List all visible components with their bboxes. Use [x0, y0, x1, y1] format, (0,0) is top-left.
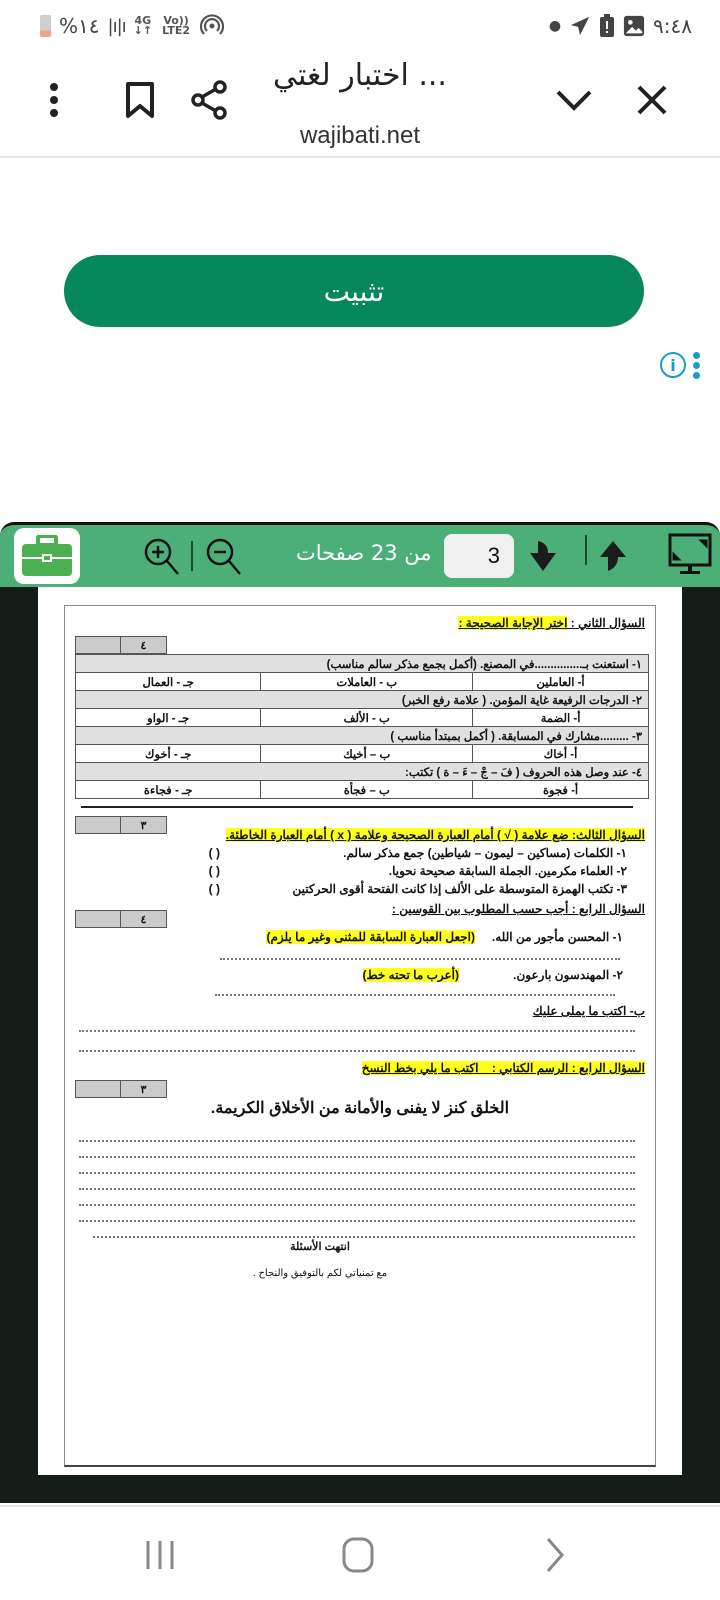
q3-title: السؤال الثالث: ضع علامة ( √ ) أمام العبارة الصحيحة وعلامة ( x ) أمام العبارة الخاطئة. [225, 828, 645, 842]
q2-title: السؤال الثاني : اختر الإجابة الصحيحة : [458, 616, 645, 630]
battery-alert-icon [599, 14, 615, 38]
mcq-question: ١- استعنت بـ...............في المصنع. (أكمل بجمع مذكر سالم مناسب) [76, 655, 649, 673]
status-right [549, 14, 692, 38]
viewer-toolbar [0, 525, 720, 587]
good-luck-message: مع تمنياتي لكم بالتوفيق والنجاح . [252, 1268, 388, 1279]
mcq-option: أ- العاملين [473, 673, 649, 691]
mcq-option: أ- أخاك [473, 745, 649, 763]
install-button[interactable]: تثبيت [64, 255, 644, 327]
toolbar-divider [585, 535, 587, 565]
battery-percent: %١٤ [59, 14, 100, 38]
briefcase-button[interactable] [14, 528, 80, 584]
close-button[interactable] [630, 78, 674, 122]
status-bar [0, 0, 720, 52]
mcq-option: ب - العاملات [261, 673, 473, 691]
mcq-option: جـ - الواو [76, 709, 261, 727]
q5-title: السؤال الرابع : الرسم الكتابي : اكتب ما يلي بخط النسخ [361, 1061, 645, 1075]
zoom-out-button[interactable] [205, 537, 243, 577]
fullscreen-monitor-icon [668, 533, 712, 577]
mcq-question: ٤- عند وصل هذه الحروف ( فَ – جْ – ءَ – ة ) تكتب: [76, 763, 649, 781]
home-icon [338, 1535, 378, 1575]
volte-indicator: Vo)) LTE2 [162, 14, 191, 37]
page-count-label: من 23 صفحات [296, 541, 432, 565]
recent-apps-icon [140, 1535, 180, 1575]
bookmark-button[interactable] [118, 78, 162, 122]
q4-item-2-instruction: (أعرب ما تحته خط) [362, 968, 459, 982]
status-left [40, 14, 224, 38]
mcq-table [75, 654, 649, 799]
telegram-icon [569, 15, 591, 37]
score-box: ٤ [75, 910, 167, 928]
mcq-option: ب – أخيك [261, 745, 473, 763]
back-button[interactable] [536, 1535, 576, 1575]
share-icon [190, 80, 230, 120]
answer-line [79, 1188, 635, 1190]
tf-bracket: ( ) [208, 864, 220, 878]
network-type: 4G ↓↑ [133, 14, 153, 37]
exam-page [64, 605, 656, 1467]
mcq-option: جـ - أخوك [76, 745, 261, 763]
home-button[interactable] [338, 1535, 378, 1575]
dictation-title: ب- اكتب ما يملى عليك [532, 1004, 645, 1018]
hotspot-icon [200, 14, 224, 38]
ad-info-icon[interactable]: i [660, 352, 686, 378]
answer-line [215, 994, 615, 996]
clock: ٩:٤٨ [653, 14, 692, 38]
ad-menu-icon[interactable] [693, 352, 701, 382]
score-box: ٤ [75, 636, 167, 654]
document-page [38, 587, 682, 1475]
share-button[interactable] [188, 78, 232, 122]
answer-line [79, 1172, 635, 1174]
gallery-icon [623, 15, 645, 37]
close-icon [636, 84, 668, 116]
page-title: اختبار لغتي ... [273, 58, 447, 93]
answer-line [79, 1220, 635, 1222]
score-box: ٣ [75, 816, 167, 834]
tf-bracket: ( ) [208, 846, 220, 860]
arrow-down-icon [528, 539, 558, 573]
mcq-option: جـ - العمال [76, 673, 261, 691]
mcq-option: أ- فجوة [473, 781, 649, 799]
fullscreen-button[interactable] [668, 533, 712, 577]
answer-line [79, 1204, 635, 1206]
battery-icon [40, 15, 51, 37]
answer-line [220, 958, 620, 960]
section-divider [81, 806, 633, 808]
page-number-input[interactable]: 3 [444, 534, 514, 578]
tf-item: ٢- العلماء مكرمين. الجملة السابقة صحيحة نحويا. [388, 864, 627, 878]
tf-item: ٣- تكتب الهمزة المتوسطة على الألف إذا كانت الفتحة أقوى الحركتين [292, 882, 627, 896]
recent-apps-button[interactable] [140, 1535, 180, 1575]
mcq-option: جـ - فجاءة [76, 781, 261, 799]
zoom-in-icon [143, 537, 181, 577]
answer-line [93, 1236, 635, 1238]
back-icon [536, 1535, 576, 1575]
q4-item-1: ١- المحسن مأجور من الله. [491, 930, 623, 944]
mcq-question: ٢- الدرجات الرفيعة غاية المؤمن. ( علامة رفع الخبر) [76, 691, 649, 709]
tf-item: ١- الكلمات (مساكين – ليمون – شياطين) جمع مذكر سالم. [343, 846, 627, 860]
toolbar-divider [191, 541, 193, 571]
signal-icon: |ı|ı [107, 15, 126, 37]
answer-line [79, 1156, 635, 1158]
more-options-button[interactable] [32, 78, 76, 122]
bookmark-icon [125, 81, 155, 119]
end-of-questions: انتهت الأسئلة [290, 1241, 350, 1253]
page-url[interactable]: wajibati.net [299, 122, 421, 149]
mcq-question: ٣- .........مشارك في المسابقة. ( أكمل بمبتدأ مناسب ) [76, 727, 649, 745]
more-vert-icon [48, 82, 60, 118]
q4-item-2: ٢- المهندسون بارعون. [513, 968, 623, 982]
answer-line [79, 1050, 635, 1052]
previous-page-button[interactable] [598, 539, 628, 573]
system-nav-bar [0, 1505, 720, 1600]
answer-line [79, 1140, 635, 1142]
copy-sentence: الخلق كنز لا يفنى والأمانة من الأخلاق الكريمة. [210, 1100, 510, 1117]
briefcase-icon [21, 535, 73, 577]
q4-item-1-instruction: (اجعل العبارة السابقة للمثنى وغير ما يلزم) [266, 930, 475, 944]
tf-bracket: ( ) [208, 882, 220, 896]
mcq-option: ب - الألف [261, 709, 473, 727]
answer-line [79, 1030, 635, 1032]
mcq-option: ب – فجأة [261, 781, 473, 799]
mcq-option: أ- الضمة [473, 709, 649, 727]
dot-icon: ● [548, 18, 562, 34]
custom-tab-header [0, 52, 720, 158]
q4-title: السؤال الرابع : أجب حسب المطلوب بين القوسين : [391, 902, 645, 916]
arrow-up-icon [598, 539, 628, 573]
chevron-down-icon [555, 88, 593, 112]
next-page-button[interactable] [528, 539, 558, 573]
zoom-out-icon [205, 537, 243, 577]
minimize-button[interactable] [552, 78, 596, 122]
score-box: ٣ [75, 1080, 167, 1098]
pdf-viewer [0, 522, 720, 1503]
zoom-in-button[interactable] [143, 537, 181, 577]
